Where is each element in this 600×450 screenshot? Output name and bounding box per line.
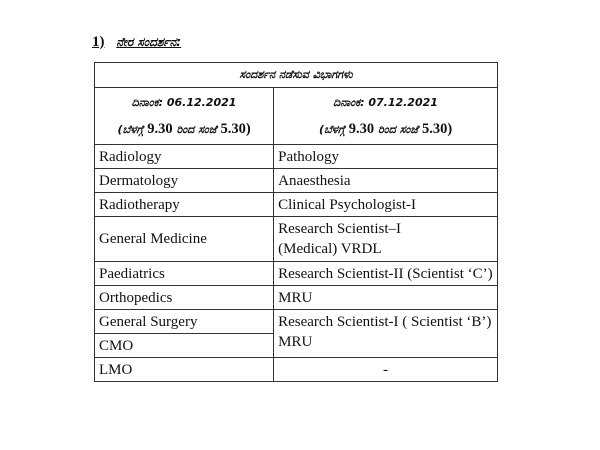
interview-schedule-table — [94, 62, 498, 382]
table-caption-row — [95, 63, 498, 88]
dept-cell-day1: Radiotherapy — [95, 193, 274, 217]
dept-cell-day2: MRU — [274, 286, 498, 310]
table-row — [95, 193, 498, 217]
dept-cell-day2: Anaesthesia — [274, 169, 498, 193]
date-header-2 — [274, 88, 498, 145]
section-heading — [92, 34, 181, 51]
table-row — [95, 217, 498, 262]
dept-cell-day2: Pathology — [274, 145, 498, 169]
dept-cell-day1: CMO — [95, 334, 274, 358]
dept-cell-day1: General Medicine — [95, 217, 274, 262]
section-number: 1) — [92, 34, 105, 50]
dept-cell-day1: General Surgery — [95, 310, 274, 334]
table-row — [95, 310, 498, 334]
table-row — [95, 286, 498, 310]
date-header-1 — [95, 88, 274, 145]
dept-cell-day2: Research Scientist-I ( Scientist ‘B’) MRU — [274, 310, 498, 358]
dept-cell-day2: - — [274, 358, 498, 382]
dept-cell-day1: Dermatology — [95, 169, 274, 193]
dept-cell-day1: Paediatrics — [95, 262, 274, 286]
dept-cell-day1: Orthopedics — [95, 286, 274, 310]
dept-cell-day2: Clinical Psychologist-I — [274, 193, 498, 217]
table-row — [95, 262, 498, 286]
date-2-label: ದಿನಾಂಕ: 07.12.2021 — [333, 96, 438, 109]
date-1-time: (ಬೆಳಗ್ಗೆ 9.30 ರಿಂದ ಸಂಜೆ 5.30) — [117, 121, 251, 137]
dept-cell-day2: Research Scientist-II (Scientist ‘C’) — [274, 262, 498, 286]
dept-cell-day1: LMO — [95, 358, 274, 382]
table-row — [95, 169, 498, 193]
table-row — [95, 145, 498, 169]
date-1-label: ದಿನಾಂಕ: 06.12.2021 — [131, 96, 237, 109]
section-title: ನೇರ ಸಂದರ್ಶನ: — [116, 35, 182, 49]
date-2-time: (ಬೆಳಗ್ಗೆ 9.30 ರಿಂದ ಸಂಜೆ 5.30) — [318, 121, 453, 137]
dept-cell-day1: Radiology — [95, 145, 274, 169]
date-header-row — [95, 88, 498, 145]
dept-cell-day2: Research Scientist–I (Medical) VRDL — [274, 217, 498, 262]
table-row — [95, 358, 498, 382]
table-caption: ಸಂದರ್ಶನ ನಡೆಸುವ ವಿಭಾಗಗಳು — [95, 63, 498, 88]
